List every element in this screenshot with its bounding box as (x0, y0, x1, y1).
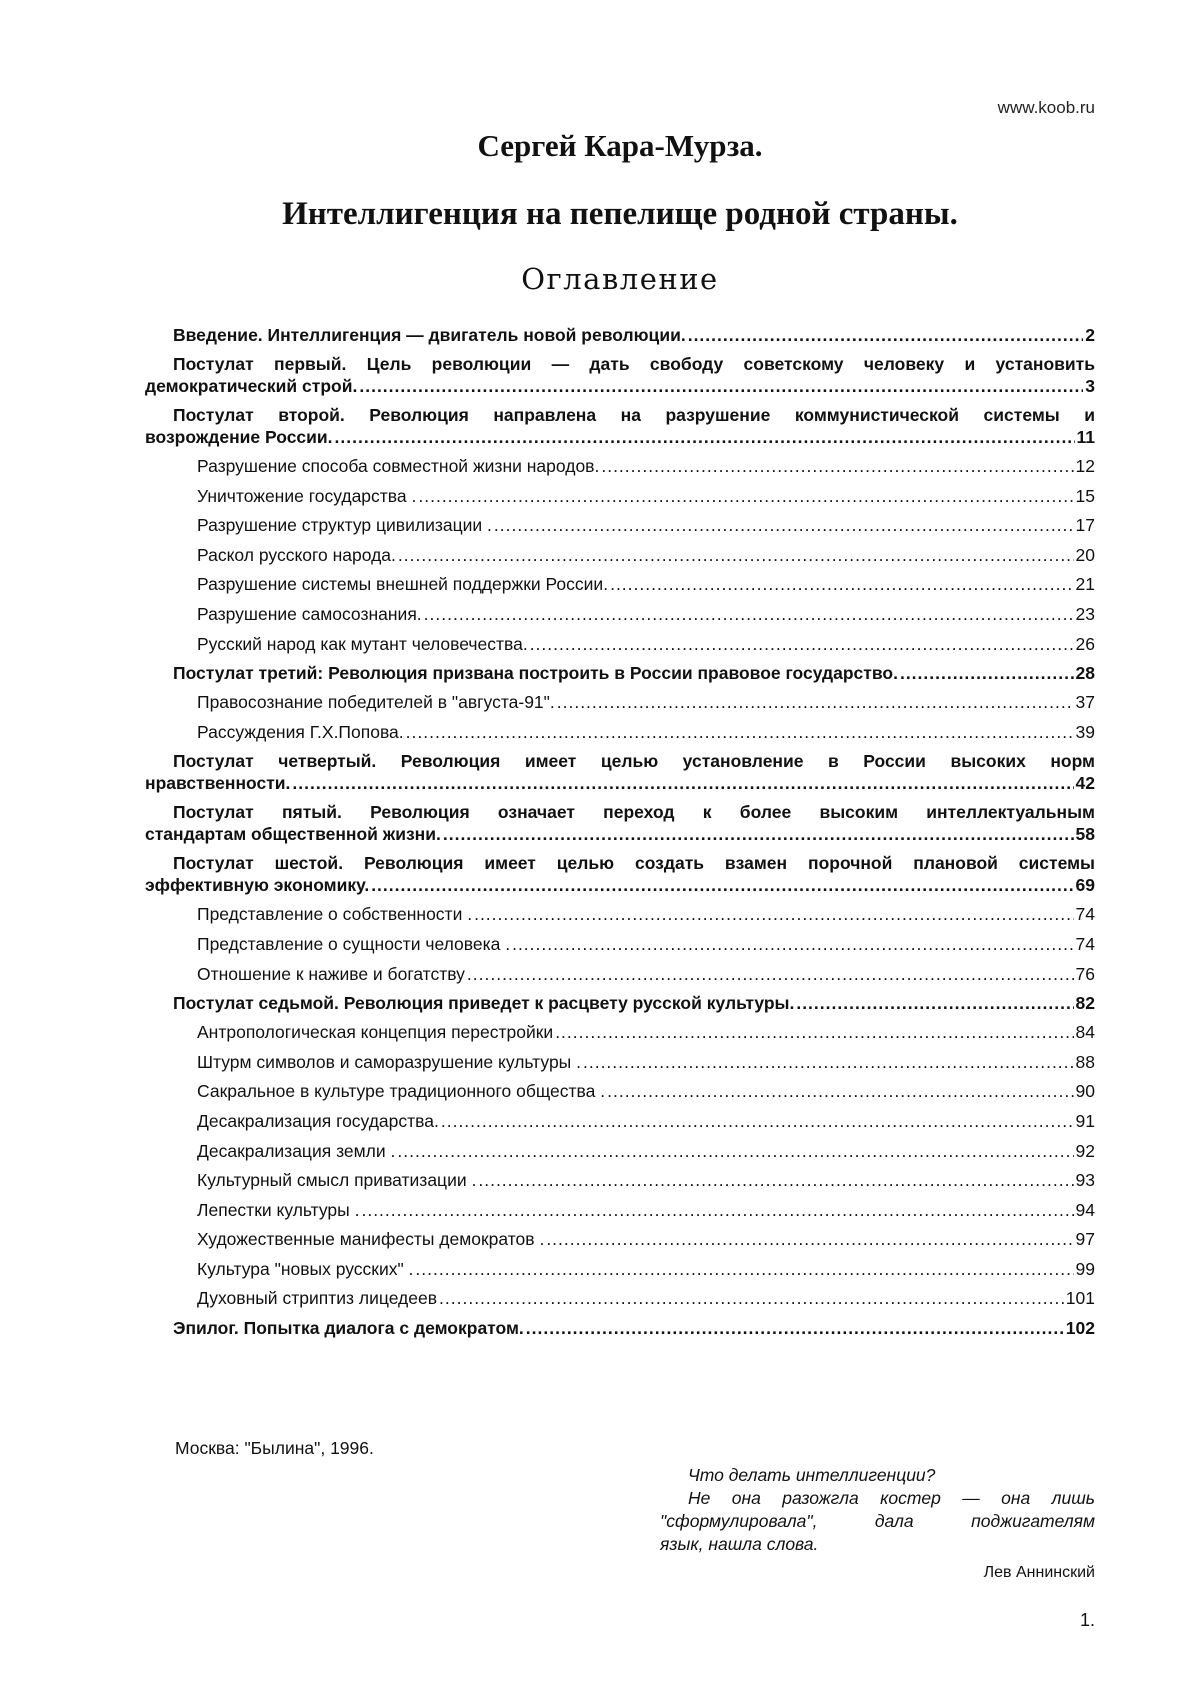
toc-entry[interactable]: Эпилог. Попытка диалога с демократом. ..... 102 (145, 1317, 1095, 1339)
site-url[interactable]: www.koob.ru (997, 98, 1095, 117)
toc-entry[interactable]: Постулат четвертый. Революция имеет целью установление в России высоких норм нравственности. ..... 42 (145, 750, 1095, 794)
toc-subentry[interactable]: Десакрализация земли . ..... 92 (145, 1140, 1095, 1162)
toc-subentry[interactable]: Разрушение способа совместной жизни народов. ..... 12 (145, 455, 1095, 477)
toc-subentry[interactable]: Разрушение структур цивилизации . ..... 17 (145, 514, 1095, 536)
epigraph-line: язык, нашла слова. (660, 1534, 819, 1554)
toc-entry[interactable]: Постулат седьмой. Революция приведет к расцвету русской культуры. ..... 82 (145, 992, 1095, 1014)
toc-entry[interactable]: Постулат пятый. Революция означает переход к более высоким интеллектуальным стандартам общественной жизни. ..... 58 (145, 801, 1095, 845)
toc-subentry[interactable]: Десакрализация государства. ..... 91 (145, 1110, 1095, 1132)
epigraph-author: Лев Аннинский (983, 1564, 1095, 1581)
toc-subentry[interactable]: Духовный стриптиз лицедеев ..... 101 (145, 1287, 1095, 1309)
toc-entry[interactable]: Постулат первый. Цель революции — дать свободу советскому человеку и установить демократический строй. ..... 3 (145, 353, 1095, 397)
toc-subentry[interactable]: Художественные манифесты демократов . ..... 97 (145, 1228, 1095, 1250)
toc-entry[interactable]: Постулат второй. Революция направлена на разрушение коммунистической системы и возрождение России. ..... 11 (145, 404, 1095, 448)
epigraph-line: "сформулировала", дала поджигателям (660, 1511, 1095, 1531)
epigraph (660, 1464, 1095, 1556)
toc-subentry[interactable]: Правосознание победителей в "августа-91". ..... 37 (145, 691, 1095, 713)
toc-subentry[interactable]: Лепестки культуры . ..... 94 (145, 1199, 1095, 1221)
toc-entry[interactable]: Постулат третий: Революция призвана построить в России правовое государство. ..... 28 (145, 662, 1095, 684)
toc-subentry[interactable]: Разрушение самосознания. ..... 23 (145, 603, 1095, 625)
toc-subentry[interactable]: Культурный смысл приватизации . ..... 93 (145, 1169, 1095, 1191)
epigraph-line: Не она разожгла костер — она лишь (688, 1488, 1095, 1508)
toc-subentry[interactable]: Представление о сущности человека . ..... 74 (145, 933, 1095, 955)
toc-subentry[interactable]: Уничтожение государства . ..... 15 (145, 485, 1095, 507)
toc-heading: Оглавление (521, 262, 719, 296)
page-number: 1. (1079, 1610, 1095, 1630)
toc-subentry[interactable]: Раскол русского народа. ..... 20 (145, 544, 1095, 566)
toc-entry[interactable]: Постулат шестой. Революция имеет целью создать взамен порочной плановой системы эффективную экономику. ..... 69 (145, 852, 1095, 896)
toc-subentry[interactable]: Разрушение системы внешней поддержки России. ..... 21 (145, 573, 1095, 595)
toc-subentry[interactable]: Русский народ как мутант человечества. ..... 26 (145, 633, 1095, 655)
table-of-contents (145, 324, 1095, 1346)
toc-subentry[interactable]: Представление о собственности . ..... 74 (145, 903, 1095, 925)
toc-subentry[interactable]: Культура "новых русских" . ..... 99 (145, 1258, 1095, 1280)
toc-subentry[interactable]: Сакральное в культуре традиционного общества . ..... 90 (145, 1080, 1095, 1102)
epigraph-line: Что делать интеллигенции? (688, 1465, 936, 1485)
toc-subentry[interactable]: Штурм символов и саморазрушение культуры . ..... 88 (145, 1051, 1095, 1073)
toc-subentry[interactable]: Рассуждения Г.Х.Попова. ..... 39 (145, 721, 1095, 743)
toc-subentry[interactable]: Отношение к наживе и богатству ..... 76 (145, 963, 1095, 985)
toc-entry[interactable]: Введение. Интеллигенция — двигатель новой революции. ..... 2 (145, 324, 1095, 346)
publication-info: Москва: "Былина", 1996. (175, 1438, 374, 1458)
toc-subentry[interactable]: Антропологическая концепция перестройки ..... 84 (145, 1021, 1095, 1043)
book-author: Сергей Кара-Мурза. (477, 128, 763, 163)
book-title: Интеллигенция на пепелище родной страны. (282, 196, 958, 232)
